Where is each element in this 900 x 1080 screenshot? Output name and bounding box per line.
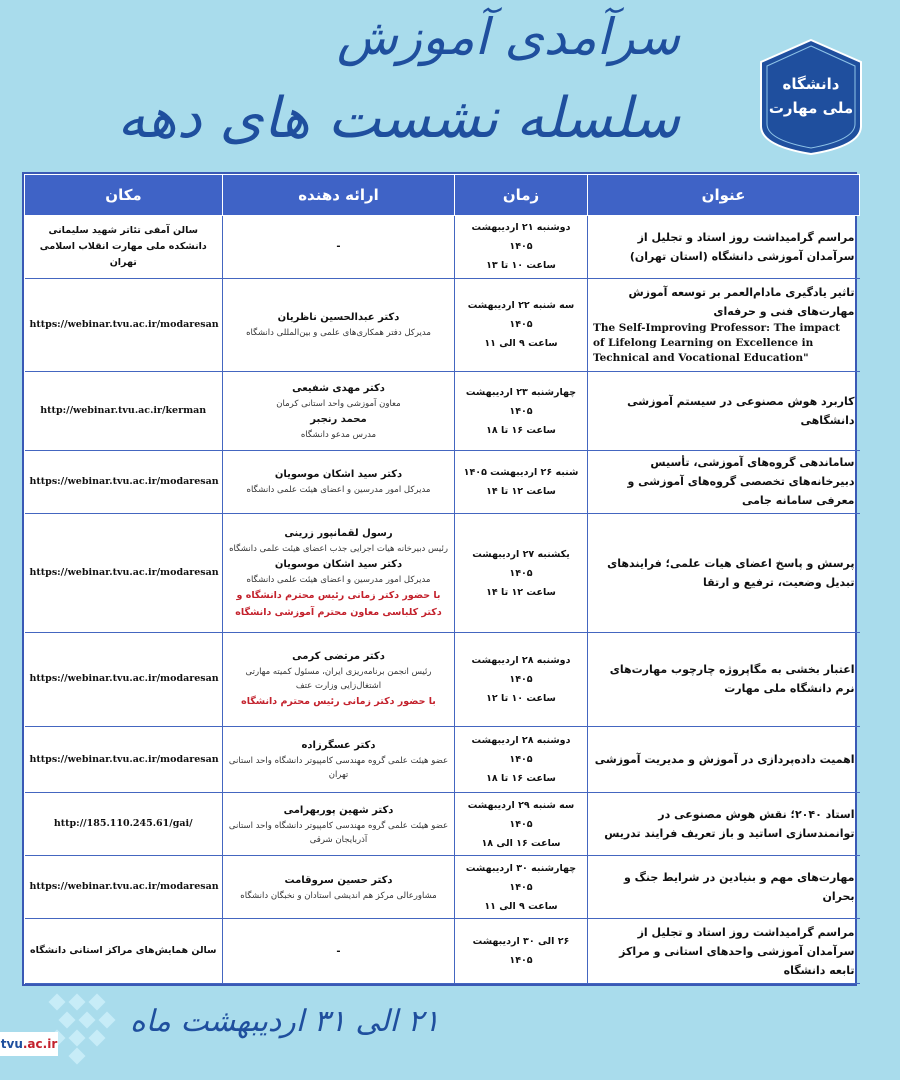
session-time-cell: [455, 793, 588, 856]
session-title: کاربرد هوش مصنوعی در سیستم آموزشی دانشگاهی: [627, 395, 855, 428]
session-date: دوشنبه ۲۱ اردیبهشت ۱۴۰۵: [471, 222, 571, 253]
presenter-cell: [223, 513, 455, 633]
special-guest-note: با حضور دکتر زمانی رئیس محترم دانشگاه و دکتر کلباسی معاون محترم آموزشی دانشگاه: [235, 590, 442, 619]
session-time-cell: [455, 372, 588, 451]
session-hours: ساعت ۱۶ الی ۱۸: [481, 837, 561, 849]
session-date: دوشنبه ۲۸ اردیبهشت ۱۴۰۵: [471, 654, 571, 685]
presenter-name-2: محمد رنجبر: [310, 414, 367, 426]
presenter-cell: [223, 919, 455, 984]
session-place[interactable]: https://webinar.tvu.ac.ir/modaresan: [29, 881, 219, 893]
presenter-name: دکتر عسگرزاده: [301, 740, 376, 752]
session-title: مراسم گرامیداشت روز استاد و تجلیل از سرآمدان آموزشی دانشگاه (استان تهران): [629, 230, 855, 263]
session-title: مراسم گرامیداشت روز استاد و تجلیل از سرآمدان آموزشی واحدهای استانی و مراکز تابعه دانشگاه: [619, 925, 855, 977]
session-hours: ساعت ۹ الی ۱۱: [484, 900, 558, 912]
session-time-cell: [455, 216, 588, 279]
presenter-name: -: [336, 241, 341, 253]
session-title-cell: [588, 513, 860, 633]
session-date: شنبه ۲۶ اردیبهشت ۱۴۰۵: [463, 466, 579, 478]
session-title: تاثیر یادگیری مادام‌العمر بر توسعه آموزش مهارت‌های فنی و حرفه‌ای: [628, 286, 855, 319]
session-hours: ساعت ۱۰ تا ۱۳: [486, 260, 556, 272]
table-row: [25, 216, 860, 279]
poster-header: [0, 0, 900, 170]
table-body: [25, 216, 860, 984]
special-guest-note: با حضور دکتر زمانی رئیس محترم دانشگاه: [241, 696, 436, 708]
presenter-cell: [223, 726, 455, 793]
session-time-cell: [455, 726, 588, 793]
decorative-dots-pattern: [45, 990, 125, 1070]
table-row: [25, 278, 860, 371]
presenter-cell: [223, 216, 455, 279]
session-time-cell: [455, 633, 588, 726]
session-time-cell: [455, 919, 588, 984]
session-title: پرسش و پاسخ اعضای هیات علمی؛ فرایندهای تبدیل وضعیت، ترفیع و ارتقا: [607, 557, 855, 590]
table-header-row: [25, 175, 860, 216]
session-title-cell: [588, 633, 860, 726]
session-place-cell: [25, 633, 223, 726]
session-title: ساماندهی گروه‌های آموزشی، تأسیس دبیرخانه‌های تخصصی گروه‌های آموزشی و معرفی سامانه جامی: [627, 456, 855, 508]
poster-footer: [0, 986, 900, 1080]
session-place-cell: [25, 513, 223, 633]
session-title-cell: [588, 793, 860, 856]
column-header-title: عنوان: [588, 175, 860, 216]
session-place-cell: [25, 278, 223, 371]
poster-title-line1: سرآمدی آموزش: [336, 8, 680, 66]
session-place-cell: [25, 216, 223, 279]
session-time-cell: [455, 856, 588, 919]
presenter-cell: [223, 372, 455, 451]
table-row: [25, 856, 860, 919]
session-title: استاد ۲۰۴۰؛ نقش هوش مصنوعی در توانمندسازی اساتید و باز تعریف فرایند تدریس: [604, 808, 855, 841]
session-hours: ساعت ۱۰ تا ۱۲: [486, 692, 556, 704]
session-place[interactable]: سالن آمفی تئاتر شهید سلیمانی دانشکده ملی مهارت انقلاب اسلامی تهران: [39, 224, 207, 268]
presenter-name: دکتر شهین پوربهرامی: [283, 804, 394, 816]
session-place[interactable]: http://185.110.245.61/gai/: [53, 818, 193, 830]
session-place-cell: [25, 372, 223, 451]
session-date: یکشنبه ۲۷ اردیبهشت ۱۴۰۵: [472, 548, 570, 579]
presenter-cell: [223, 856, 455, 919]
presenter-name: رسول لقمانپور زرینی: [284, 528, 393, 540]
session-hours: ساعت ۱۲ تا ۱۴: [486, 586, 556, 598]
presenter-name: دکتر مرتضی کرمی: [292, 651, 385, 663]
presenter-cell: [223, 633, 455, 726]
table-row: [25, 372, 860, 451]
session-date: سه شنبه ۲۹ اردیبهشت ۱۴۰۵: [467, 799, 575, 830]
presenter-role: مدیرکل امور مدرسین و اعضای هیئت علمی دانشگاه: [246, 485, 431, 496]
session-date: دوشنبه ۲۸ اردیبهشت ۱۴۰۵: [471, 735, 571, 766]
table-row: [25, 793, 860, 856]
presenter-name: دکتر حسین سروقامت: [284, 874, 393, 886]
session-place[interactable]: https://webinar.tvu.ac.ir/modaresan: [29, 673, 219, 685]
session-title-cell: [588, 919, 860, 984]
session-place-cell: [25, 726, 223, 793]
presenter-role: مشاورعالی مرکز هم اندیشی استادان و نخبگان دانشگاه: [240, 890, 437, 901]
session-place[interactable]: https://webinar.tvu.ac.ir/modaresan: [29, 567, 219, 579]
event-dates: ۲۱ الی ۳۱ اردیبهشت ماه: [130, 1004, 440, 1039]
presenter-role: معاون آموزشی واحد استانی کرمان: [276, 399, 401, 410]
session-place-cell: [25, 856, 223, 919]
logo-text-1: دانشگاه: [782, 75, 840, 93]
session-date: سه شنبه ۲۲ اردیبهشت ۱۴۰۵: [467, 300, 575, 331]
table-row: [25, 633, 860, 726]
schedule-table-container: [22, 172, 857, 986]
poster-title-line2: سلسله نشست های دهه: [117, 86, 680, 151]
session-time-cell: [455, 513, 588, 633]
presenter-cell: [223, 793, 455, 856]
session-hours: ساعت ۱۶ تا ۱۸: [486, 773, 556, 785]
session-place[interactable]: https://webinar.tvu.ac.ir/modaresan: [29, 475, 219, 487]
session-hours: ساعت ۱۶ تا ۱۸: [486, 424, 556, 436]
session-title-en: The Self-Improving Professor: The impact of Lifelong Learning on Excellence in Technical and Vocational Education": [593, 322, 840, 365]
session-time-cell: [455, 451, 588, 514]
session-title-cell: [588, 372, 860, 451]
presenter-role-2: مدیرکل امور مدرسین و اعضای هیئت علمی دانشگاه: [246, 575, 431, 586]
table-row: [25, 513, 860, 633]
session-title: اعتبار بخشی به مگاپروژه چارچوب مهارت‌های نرم دانشگاه ملی مهارت: [609, 663, 855, 696]
session-hours: ساعت ۱۲ تا ۱۴: [486, 485, 556, 497]
session-title: اهمیت داده‌پردازی در آموزش و مدیریت آموزشی: [594, 753, 855, 767]
session-hours: ساعت ۹ الی ۱۱: [484, 338, 558, 350]
table-row: [25, 451, 860, 514]
session-title-cell: [588, 216, 860, 279]
presenter-name: -: [336, 945, 341, 957]
session-place-cell: [25, 451, 223, 514]
session-date: چهارشنبه ۲۳ اردیبهشت ۱۴۰۵: [465, 386, 577, 417]
presenter-name-2: دکتر سید اشکان موسویان: [274, 559, 403, 571]
presenter-role: رئیس دبیرخانه هیات اجرایی جذب اعضای هیئت علمی دانشگاه: [229, 544, 448, 555]
presenter-name: دکتر سید اشکان موسویان: [274, 469, 403, 481]
brand-main: tvu: [0, 1037, 23, 1051]
schedule-table: [24, 174, 860, 984]
presenter-role-2: مدرس مدعو دانشگاه: [300, 430, 377, 441]
table-row: [25, 726, 860, 793]
university-logo: [757, 38, 865, 156]
presenter-role: رئیس انجمن برنامه‌ریزی ایران، مسئول کمیته مهارتی اشتغال‌زایی وزارت عتف: [245, 667, 432, 692]
session-title: مهارت‌های مهم و بنیادین در شرایط جنگ و بحران: [623, 871, 855, 904]
column-header-time: زمان: [455, 175, 588, 216]
column-header-presenter: ارائه دهنده: [223, 175, 455, 216]
session-date: چهارشنبه ۳۰ اردیبهشت ۱۴۰۵: [465, 862, 577, 893]
presenter-cell: [223, 451, 455, 514]
session-place[interactable]: https://webinar.tvu.ac.ir/modaresan: [29, 753, 219, 765]
website-badge[interactable]: [0, 1032, 58, 1056]
presenter-name: دکتر مهدی شفیعی: [292, 383, 385, 395]
logo-text-2: ملی مهارت: [768, 99, 854, 117]
presenter-role: مدیرکل دفتر همکاری‌های علمی و بین‌المللی دانشگاه: [246, 328, 431, 339]
presenter-cell: [223, 278, 455, 371]
presenter-role: عضو هیئت علمی گروه مهندسی کامپیوتر دانشگاه واحد استانی تهران: [228, 756, 449, 781]
session-title-cell: [588, 726, 860, 793]
session-place-cell: [25, 793, 223, 856]
session-place[interactable]: http://webinar.tvu.ac.ir/kerman: [40, 405, 207, 417]
session-place[interactable]: سالن همایش‌های مراکز استانی دانشگاه: [30, 945, 217, 957]
session-date: ۲۶ الی ۳۰ اردیبهشت ۱۴۰۵: [472, 936, 570, 967]
session-title-cell: [588, 278, 860, 371]
brand-suffix: .ac.ir: [22, 1037, 58, 1051]
session-title-cell: [588, 856, 860, 919]
presenter-name: دکتر عبدالحسین ناظریان: [277, 312, 400, 324]
session-place-cell: [25, 919, 223, 984]
presenter-role: عضو هیئت علمی گروه مهندسی کامپیوتر دانشگاه واحد استانی آذربایجان شرقی: [228, 820, 449, 845]
session-time-cell: [455, 278, 588, 371]
session-place[interactable]: https://webinar.tvu.ac.ir/modaresan: [29, 318, 219, 330]
column-header-place: مکان: [25, 175, 223, 216]
session-title-cell: [588, 451, 860, 514]
table-row: [25, 919, 860, 984]
